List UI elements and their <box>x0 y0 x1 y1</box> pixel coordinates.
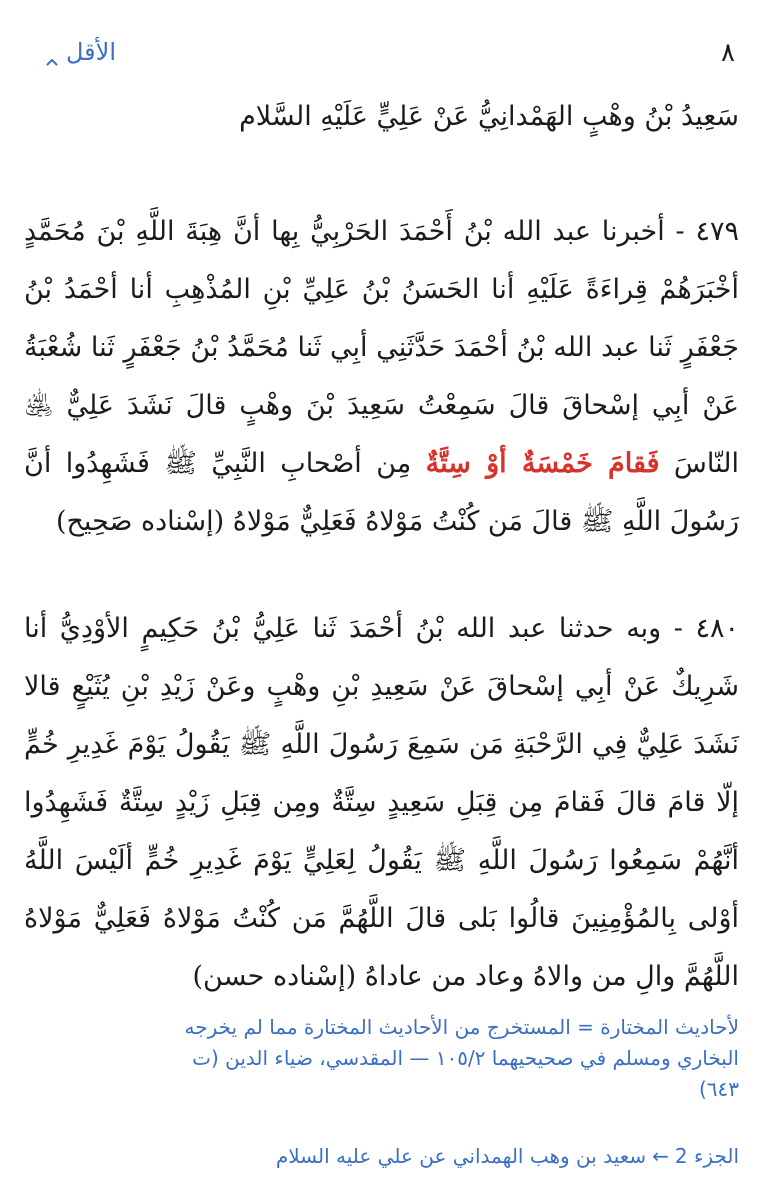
breadcrumb-part-link[interactable]: الجزء 2 <box>674 1144 739 1168</box>
breadcrumb-chapter-link[interactable]: سعيد بن وهب الهمداني عن علي عليه السلام <box>275 1144 647 1168</box>
source-link-line-1[interactable]: لأحاديث المختارة = المستخرج من الأحاديث المختارة مما لم يخرجه <box>184 1015 739 1039</box>
hadith-479-text-before: ٤٧٩ - أخبرنا عبد الله بْنُ أَحْمَدَ الحَرْبِيُّ بِها أنَّ هِبَةَ اللَّهِ بْنَ مُحَمَّدٍ أخْبَرَهُمْ قِراءَةً عَلَيْهِ أنا الحَسَنُ بْنُ عَلِيِّ بْنِ المُذْهِبِ أنا أحْمَدُ بْنُ جَعْفَرٍ ثَنا عبد الله بْنُ أحْمَدَ حَدَّثَنِي أبِي ثَنا مُحَمَّدُ بْنُ جَعْفَرٍ ثَنا شُعْبَةُ عَنْ أبِي إسْحاقَ قالَ سَمِعْتُ سَعِيدَ بْنَ وهْبٍ قالَ نَشَدَ عَلِيٌّ ﵁ النّاسَ <box>24 216 739 479</box>
chapter-title: سَعِيدُ بْنُ وهْبٍ الهَمْدانِيُّ عَنْ عَلِيٍّ عَلَيْهِ السَّلام <box>239 101 739 132</box>
hadith-479-text-after: مِن أصْحابِ النَّبِيِّ ﷺ فَشَهِدُوا أنَّ رَسُولَ اللَّهِ ﷺ قالَ مَن كُنْتُ مَوْلاهُ فَعَلِيٌّ مَوْلاهُ (إسْناده صَحِيح) <box>24 448 739 537</box>
show-less-button[interactable] <box>46 38 116 66</box>
breadcrumb-arrow-icon: ← <box>652 1144 669 1168</box>
breadcrumb <box>24 1140 739 1172</box>
source-citation <box>24 1012 739 1105</box>
hadith-479-highlight: فَقامَ خَمْسَةٌ أوْ سِتَّةٌ <box>425 448 660 479</box>
source-link-line-3[interactable]: ٦٤٣) <box>698 1077 739 1101</box>
page-number: ٨ <box>721 38 735 68</box>
show-less-label: الأقل <box>66 38 117 66</box>
source-link-line-2[interactable]: البخاري ومسلم في صحيحيهما ١٠٥/٢ — المقدسي، ضياء الدين (ت <box>192 1046 739 1070</box>
chevron-up-icon <box>46 46 58 58</box>
hadith-480: ٤٨٠ - وبه حدثنا عبد الله بْنُ أحْمَدَ ثَنا عَلِيُّ بْنُ حَكِيمٍ الأوْدِيُّ أنا شَرِيكٌ عَنْ أبِي إسْحاقَ عَنْ سَعِيدِ بْنِ وهْبٍ وعَنْ زَيْدِ بْنِ يُثَيْعٍ قالا نَشَدَ عَلِيٌّ فِي الرَّحْبَةِ مَن سَمِعَ رَسُولَ اللَّهِ ﷺ يَقُولُ يَوْمَ غَدِيرِ خُمٍّ إلّا قامَ قالَ فَقامَ مِن قِبَلِ سَعِيدٍ سِتَّةٌ ومِن قِبَلِ زَيْدٍ سِتَّةٌ فَشَهِدُوا أنَّهُمْ سَمِعُوا رَسُولَ اللَّهِ ﷺ يَقُولُ لِعَلِيٍّ يَوْمَ غَدِيرِ خُمٍّ ألَيْسَ اللَّهُ أوْلى بِالمُؤْمِنِينَ قالُوا بَلى قالَ اللَّهُمَّ مَن كُنْتُ مَوْلاهُ فَعَلِيٌّ مَوْلاهُ اللَّهُمَّ والِ من والاهُ وعاد من عاداهُ (إسْناده حسن) <box>24 613 739 992</box>
top-bar <box>46 38 735 78</box>
hadith-479 <box>24 203 739 551</box>
